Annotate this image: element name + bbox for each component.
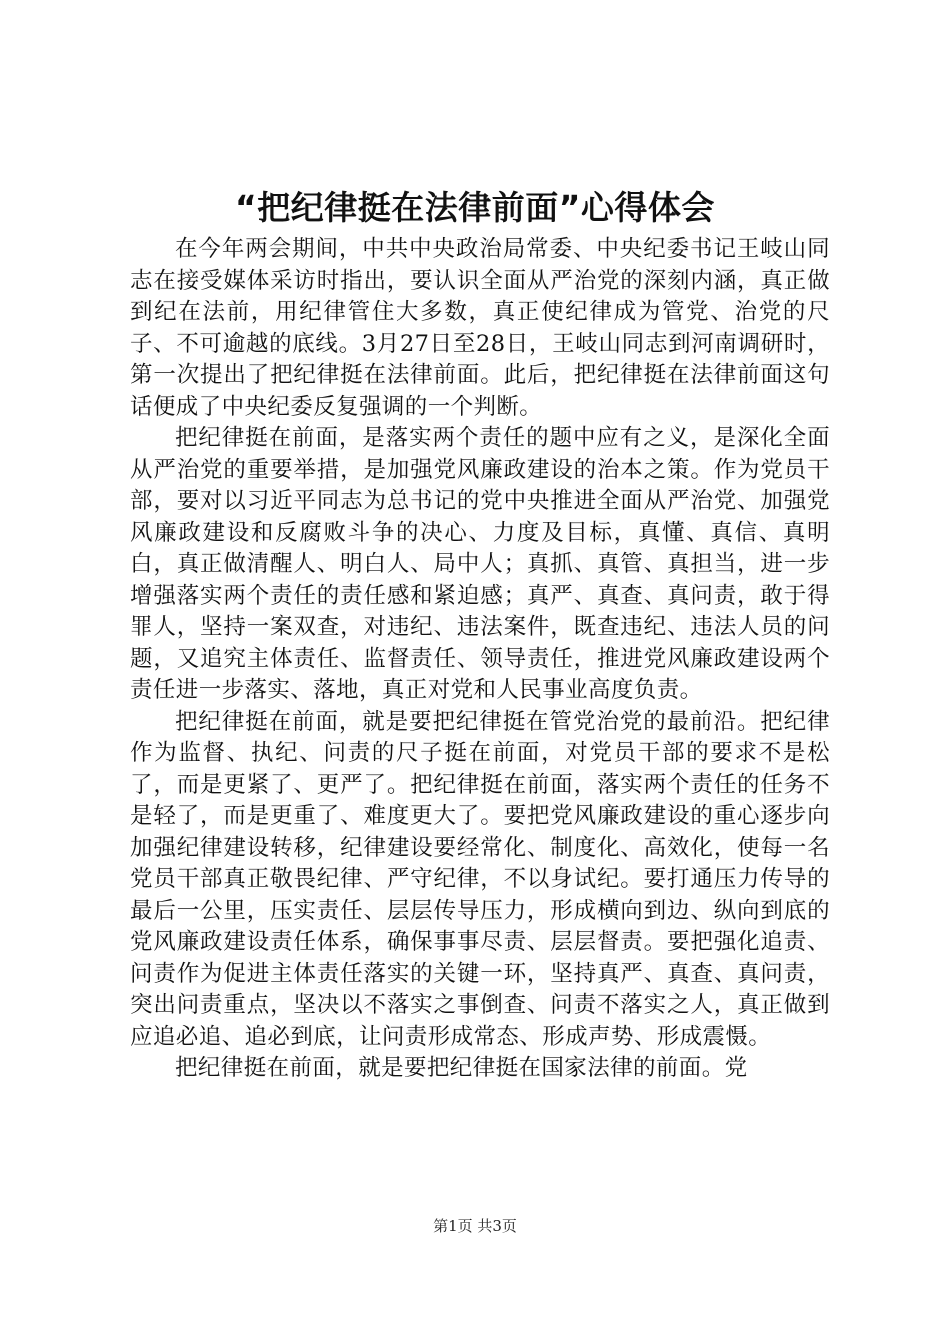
document-title: “把纪律挺在法律前面”心得体会 <box>235 188 715 227</box>
paragraph-1: 在今年两会期间，中共中央政治局常委、中央纪委书记王岐山同志在接受媒体采访时指出，要认识全面从严治党的深刻内涵，真正做到纪在法前，用纪律管住大多数，真正使纪律成为管党、治党的尺子、不可逾越的底线。3月27日至28日，王岐山同志到河南调研时，第一次提出了把纪律挺在法律前面。此后，把纪律挺在法律前面这句话便成了中央纪委反复强调的一个判断。 <box>130 236 830 420</box>
page-number-footer: 第1页 共3页 <box>433 1217 517 1235</box>
document-body <box>130 234 830 1085</box>
paragraph-2: 把纪律挺在前面，是落实两个责任的题中应有之义，是深化全面从严治党的重要举措，是加强党风廉政建设的治本之策。作为党员干部，要对以习近平同志为总书记的党中央推进全面从严治党、加强党风廉政建设和反腐败斗争的决心、力度及目标，真懂、真信、真明白，真正做清醒人、明白人、局中人；真抓、真管、真担当，进一步增强落实两个责任的责任感和紧迫感；真严、真查、真问责，敢于得罪人，坚持一案双查，对违纪、违法案件，既查违纪、违法人员的问题，又追究主体责任、监督责任、领导责任，推进党风廉政建设两个责任进一步落实、落地，真正对党和人民事业高度负责。 <box>130 425 830 703</box>
paragraph-3: 把纪律挺在前面，就是要把纪律挺在管党治党的最前沿。把纪律作为监督、执纪、问责的尺子挺在前面，对党员干部的要求不是松了，而是更紧了、更严了。把纪律挺在前面，落实两个责任的任务不是轻了，而是更重了、难度更大了。要把党风廉政建设的重心逐步向加强纪律建设转移，纪律建设要经常化、制度化、高效化，使每一名党员干部真正敬畏纪律、严守纪律，不以身试纪。要打通压力传导的最后一公里，压实责任、层层传导压力，形成横向到边、纵向到底的党风廉政建设责任体系，确保事事尽责、层层督责。要把强化追责、问责作为促进主体责任落实的关键一环，坚持真严、真查、真问责，突出问责重点，坚决以不落实之事倒查、问责不落实之人，真正做到应追必追、追必到底，让问责形成常态、形成声势、形成震慑。 <box>130 708 830 1050</box>
paragraph-4: 把纪律挺在前面，就是要把纪律挺在国家法律的前面。党 <box>175 1055 748 1081</box>
